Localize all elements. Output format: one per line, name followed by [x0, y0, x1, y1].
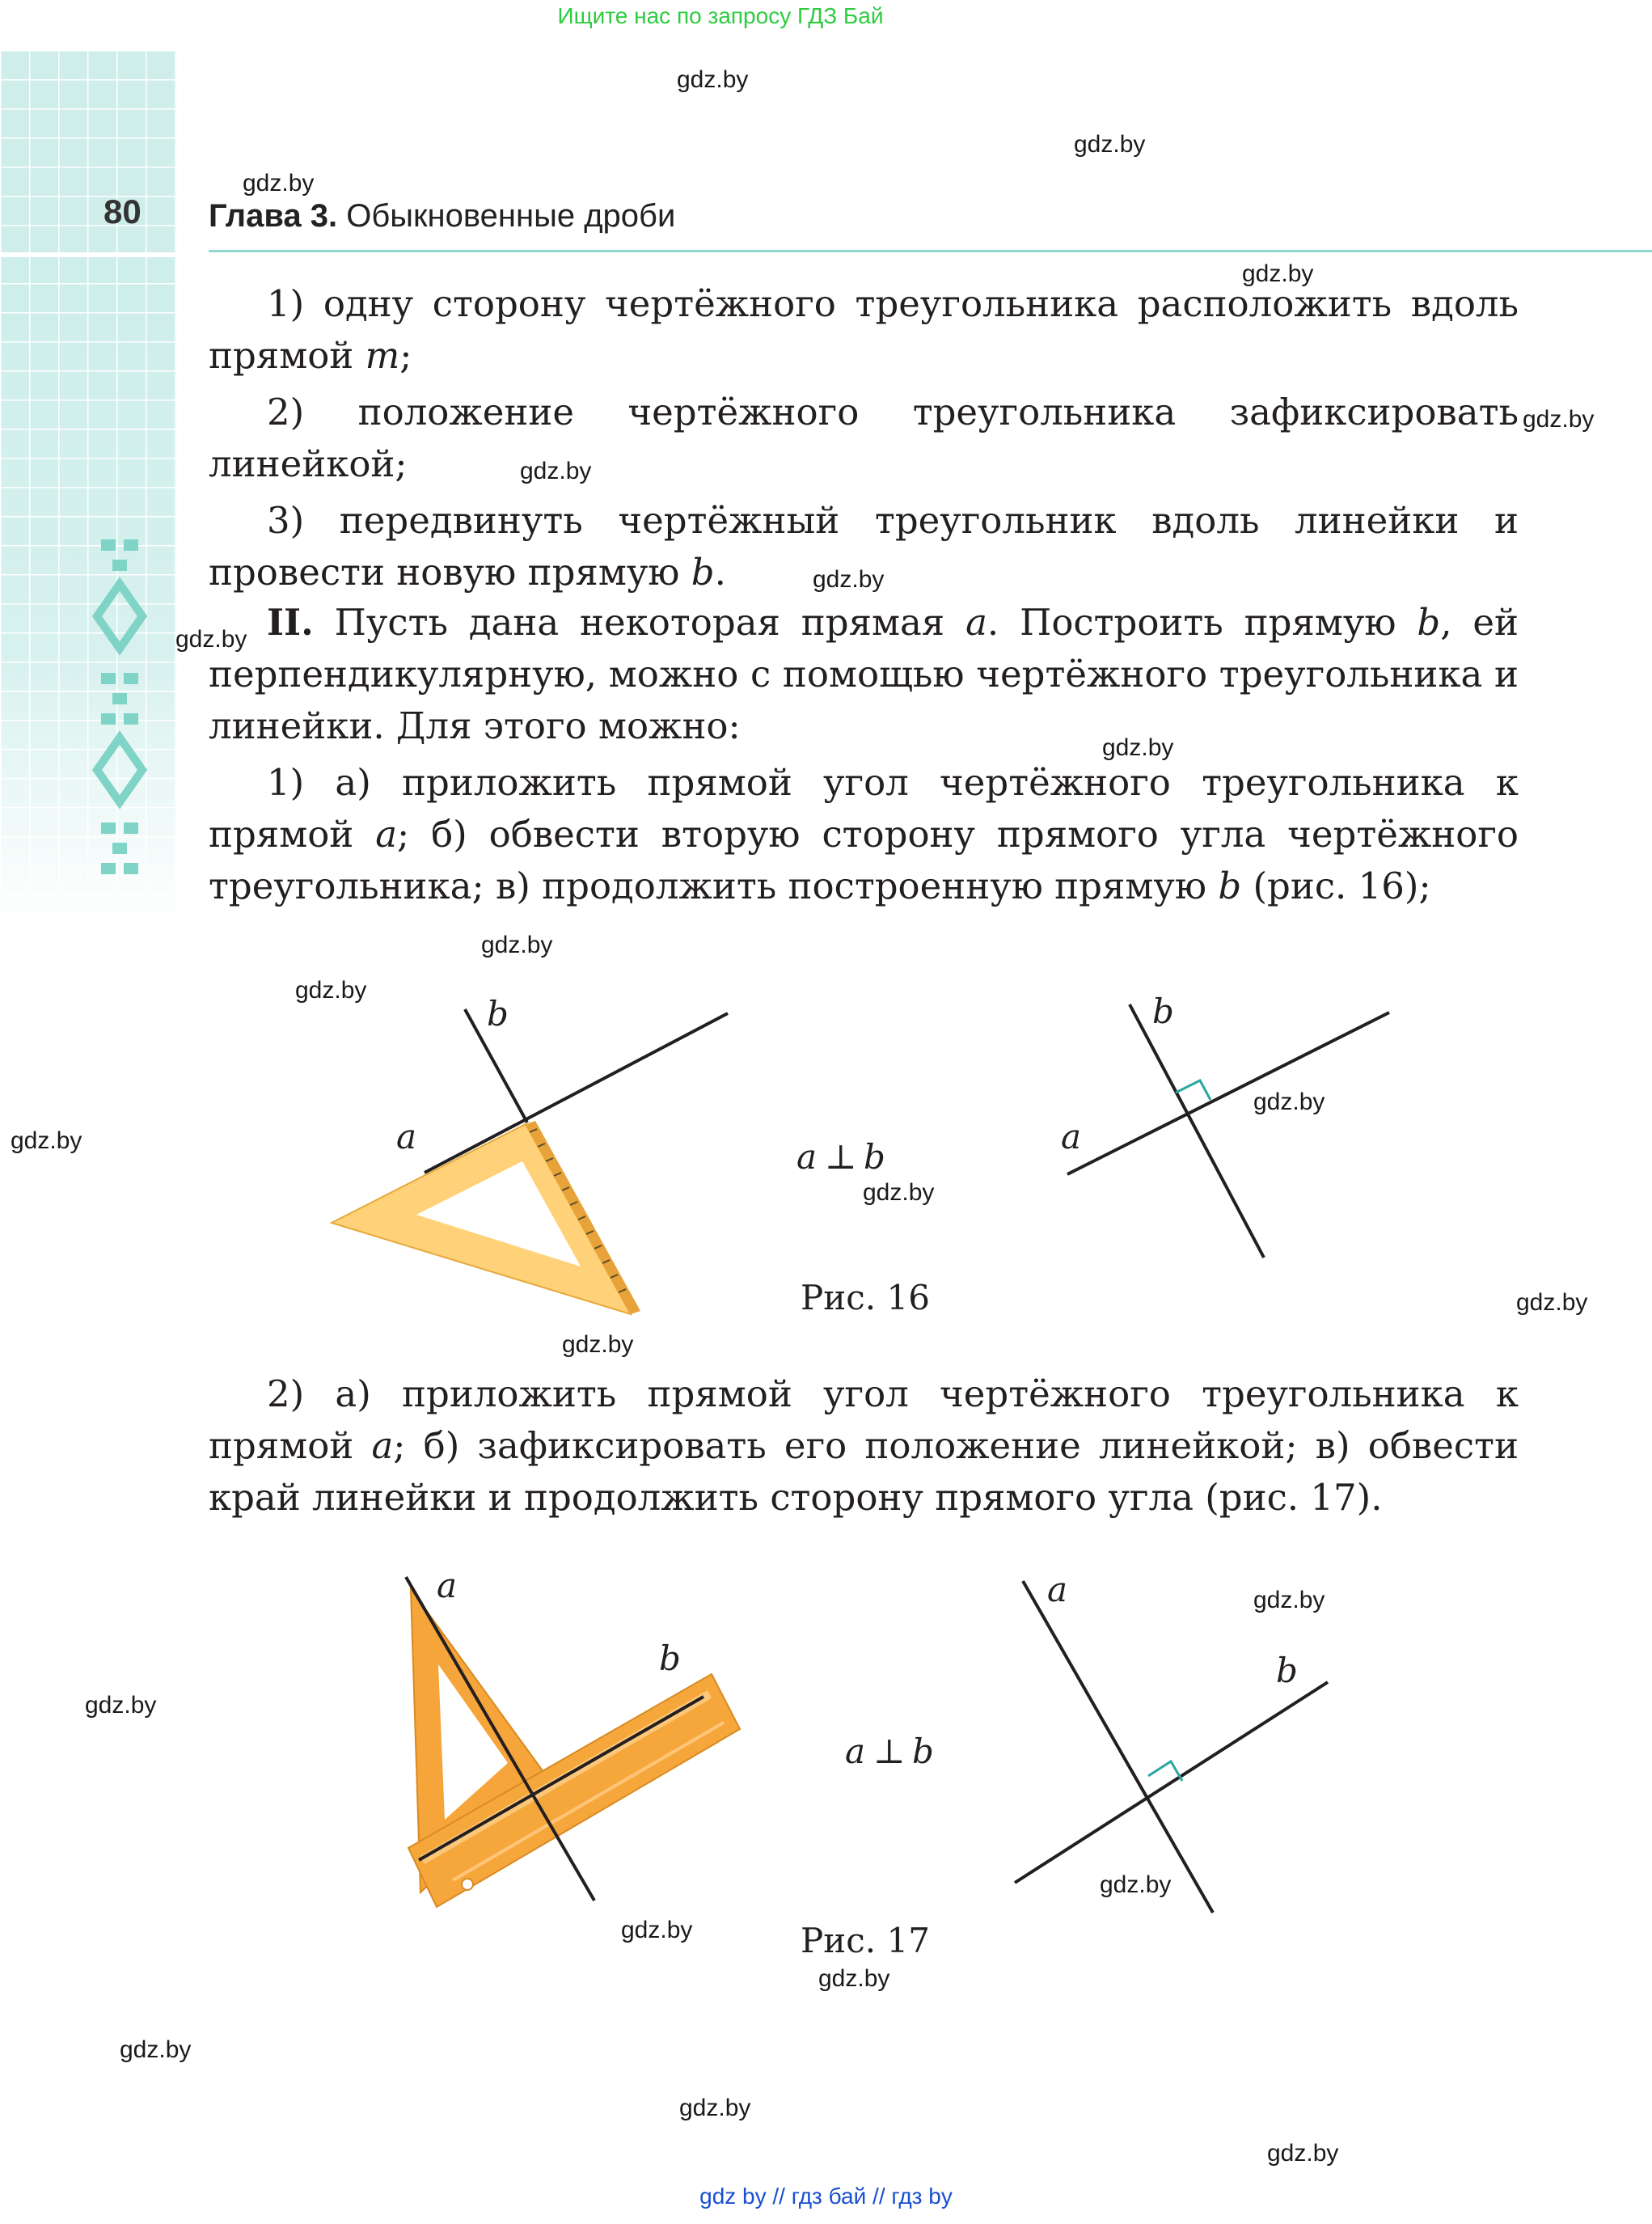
method-1: 1) а) приложить прямой угол чертёжного треугольника к прямой a; б) обвести вторую сторону прямого угла чертёжного треугольника; в) продолжить построенную прямую b (рис. 16); [209, 761, 1519, 907]
watermark: gdz.by [295, 977, 367, 1004]
fig16-right-label-a: a [1061, 1117, 1082, 1156]
fig16-perp-b: b [864, 1137, 885, 1177]
watermark: gdz.by [818, 1965, 890, 1992]
chapter-label: Глава 3. [209, 198, 338, 234]
watermark: gdz.by [1074, 131, 1146, 158]
watermark: gdz.by [679, 2095, 751, 2121]
watermark: gdz.by [562, 1331, 634, 1358]
page-number: 80 [104, 192, 142, 230]
watermark: gdz.by [1253, 1089, 1325, 1115]
watermark: gdz.by [677, 66, 749, 93]
watermark: gdz.by [1242, 260, 1314, 287]
watermark: gdz.by [1523, 406, 1595, 433]
section-2-intro: II. Пусть дана некоторая прямая a. Построить прямую b, ей перпендикулярную, можно с помощью чертёжного треугольника и линейки. Для этого можно: [209, 601, 1519, 747]
watermark: gdz.by [11, 1127, 82, 1154]
watermark: gdz.by [863, 1179, 935, 1206]
watermark: gdz.by [1102, 734, 1174, 761]
watermark: gdz.by [520, 458, 592, 484]
fig16-label-b: b [487, 994, 509, 1034]
fig17-right-line-b [1015, 1682, 1328, 1883]
watermark: gdz.by [481, 932, 553, 958]
watermark: gdz.by [175, 626, 247, 653]
watermark: gdz.by [1253, 1587, 1325, 1613]
footer-links[interactable]: gdz by // гдз бай // гдз by [699, 2184, 953, 2209]
step-3: 3) передвинуть чертёжный треугольник вдоль линейки и провести новую прямую b. [209, 499, 1519, 594]
method-2: 2) а) приложить прямой угол чертёжного треугольника к прямой a; б) зафиксировать его положение линейкой; в) обвести край линейки и продолжить сторону прямого угла (рис. 17). [209, 1372, 1519, 1519]
watermark: gdz.by [85, 1692, 157, 1719]
search-link[interactable]: Ищите нас по запросу ГДЗ Бай [557, 3, 884, 28]
fig17-right-line-a [1023, 1581, 1213, 1913]
watermark: gdz.by [120, 2036, 192, 2063]
fig17-perp-a: a [845, 1731, 866, 1771]
fig17-label-b: b [659, 1638, 681, 1678]
fig16-label-a: a [396, 1117, 417, 1156]
step-1: 1) одну сторону чертёжного треугольника расположить вдоль прямой m; [209, 282, 1519, 377]
figure-16-caption: Рис. 16 [801, 1278, 930, 1317]
chapter-title: Обыкновенные дроби [346, 198, 676, 234]
watermark: gdz.by [813, 566, 885, 593]
watermark: gdz.by [1100, 1871, 1172, 1898]
fig17-label-a: a [437, 1566, 458, 1605]
fig16-perp-symbol: ⊥ [825, 1137, 857, 1177]
watermark: gdz.by [621, 1917, 693, 1943]
fig17-perp-b: b [912, 1731, 934, 1771]
figure-17-caption: Рис. 17 [801, 1921, 930, 1960]
watermark: gdz.by [1516, 1289, 1588, 1316]
fig17-perp-symbol: ⊥ [873, 1731, 906, 1771]
fig16-perp-a: a [796, 1137, 818, 1177]
fig17-right-label-b: b [1276, 1651, 1298, 1690]
fig17-right-label-a: a [1047, 1570, 1068, 1609]
fig16-right-label-b: b [1152, 991, 1174, 1031]
watermark: gdz.by [243, 170, 315, 197]
watermark: gdz.by [1267, 2140, 1339, 2167]
step-2: 2) положение чертёжного треугольника зафиксировать линейкой; [209, 391, 1519, 485]
